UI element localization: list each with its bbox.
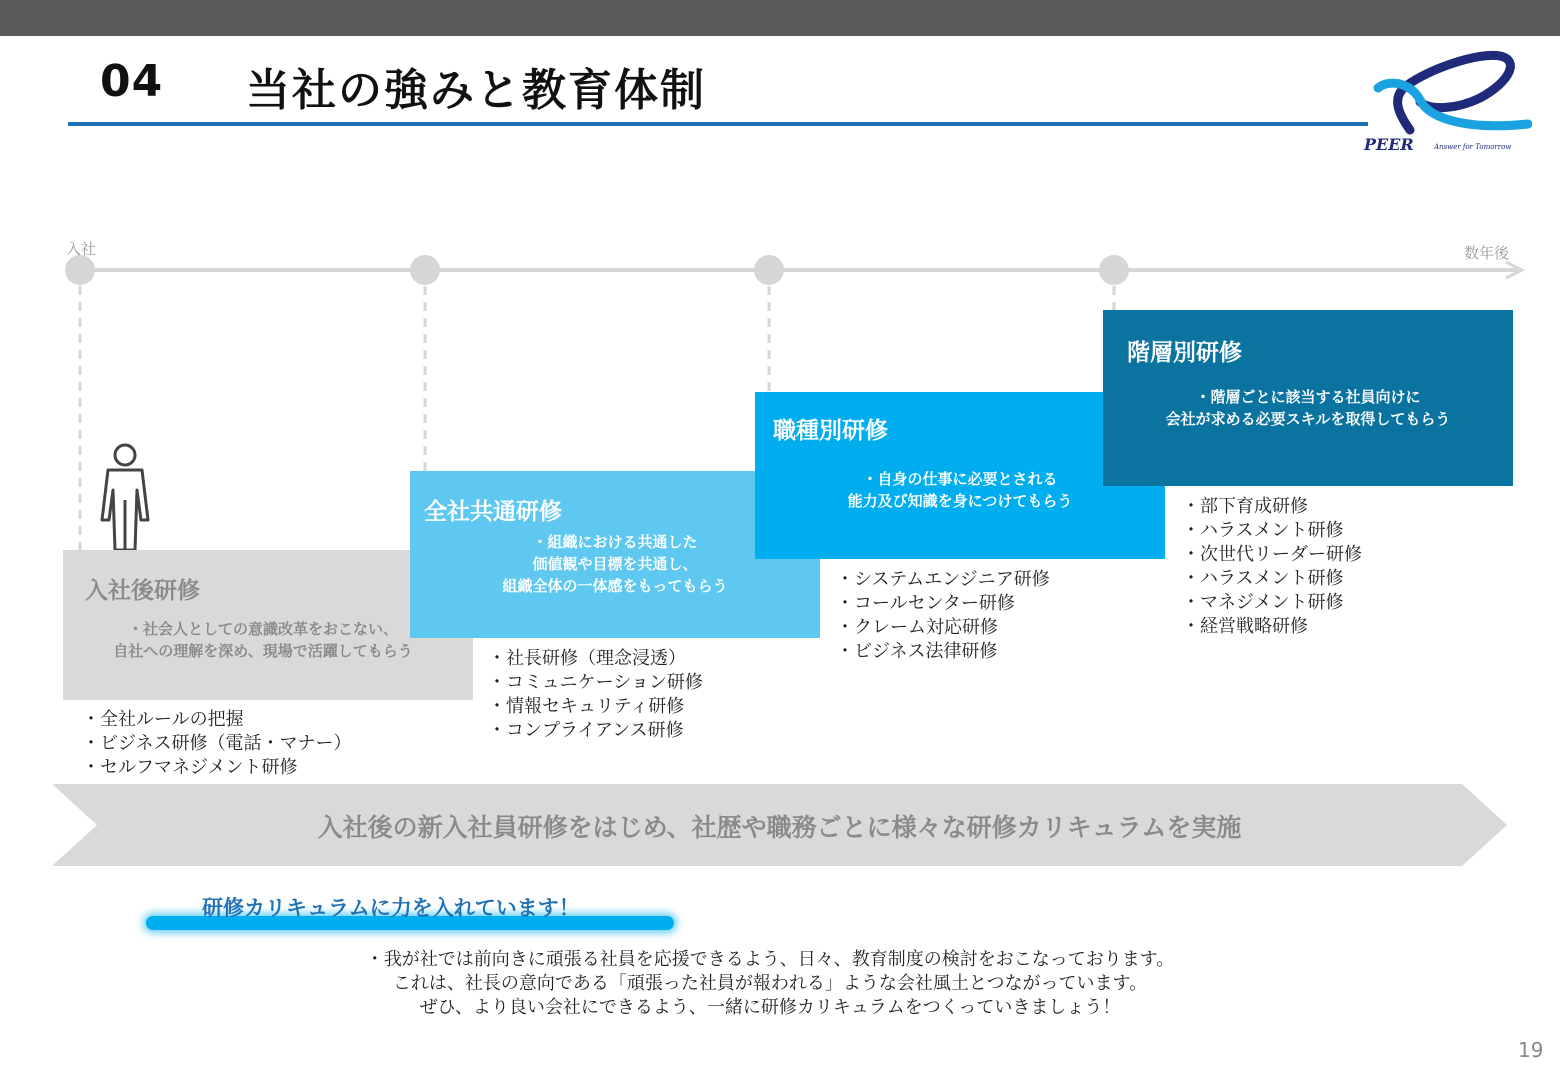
list-item: ・ハラスメント研修 — [1182, 520, 1344, 541]
logo-tagline: Answer for Tomorrow — [1434, 143, 1512, 151]
page-number: 19 — [1518, 1038, 1544, 1062]
list-item: ・コールセンター研修 — [836, 593, 1015, 614]
cta-heading: 研修カリキュラムに力を入れています！ — [202, 896, 580, 920]
stage-items-company-wide — [488, 647, 703, 743]
stage-title: 階層別研修 — [1127, 340, 1242, 366]
stage-title: 職種別研修 — [773, 418, 888, 444]
stage-title: 全社共通研修 — [424, 499, 562, 525]
list-item: ・ビジネス法律研修 — [836, 641, 998, 662]
stage-items-onboarding — [82, 708, 351, 780]
list-item: ・社長研修（理念浸透） — [488, 648, 686, 669]
stage-description: ・自身の仕事に必要とされる 能力及び知識を身につけてもらう — [847, 470, 1073, 510]
list-item: ・全社ルールの把握 — [82, 709, 244, 730]
list-item: ・経営戦略研修 — [1182, 616, 1308, 637]
timeline-node-1 — [65, 255, 95, 285]
stage-items-hierarchy — [1182, 495, 1362, 639]
stage-description: ・階層ごとに該当する社員向けに 会社が求める必要スキルを取得してもらう — [1165, 388, 1451, 428]
list-item: ・セルフマネジメント研修 — [82, 757, 298, 778]
list-item: ・コミュニケーション研修 — [488, 672, 703, 693]
list-item: ・ハラスメント研修 — [1182, 568, 1344, 589]
list-item: ・部下育成研修 — [1182, 496, 1308, 517]
list-item: ・システムエンジニア研修 — [836, 569, 1050, 590]
stage-title: 入社後研修 — [85, 578, 200, 604]
stage-description: ・組織における共通した 価値観や目標を共通し、 組織全体の一体感をもってもらう — [502, 533, 728, 595]
list-item: ・クレーム対応研修 — [836, 617, 998, 638]
message-line: これは、社長の意向である「頑張った社員が報われる」ような会社風土とつながっています。 — [392, 973, 1148, 994]
message-paragraph — [280, 948, 1260, 1020]
stage-box-hierarchy — [1103, 310, 1513, 486]
section-number: 04 — [100, 56, 164, 107]
timeline-node-4 — [1099, 255, 1129, 285]
person-icon — [102, 445, 148, 550]
message-line: ・我が社では前向きに頑張る社員を応援できるよう、日々、教育制度の検討をおこなっております。 — [365, 949, 1175, 970]
list-item: ・情報セキュリティ研修 — [488, 696, 685, 717]
timeline-node-2 — [410, 255, 440, 285]
list-item: ・次世代リーダー研修 — [1182, 544, 1362, 565]
stage-description: ・社会人としての意識改革をおこない、 自社への理解を深め、現場で活躍してもらう — [113, 620, 413, 660]
stage-items-job-type — [836, 568, 1050, 664]
timeline-start-label: 入社 — [66, 240, 97, 258]
summary-banner-text: 入社後の新入社員研修をはじめ、社歴や職務ごとに様々な研修カリキュラムを実施 — [317, 813, 1242, 842]
timeline-node-3 — [754, 255, 784, 285]
message-line: ぜひ、より良い会社にできるよう、一緒に研修カリキュラムをつくっていきましょう！ — [419, 997, 1121, 1018]
logo-brand-text: PEER — [1364, 135, 1414, 154]
list-item: ・コンプライアンス研修 — [488, 720, 684, 741]
list-item: ・マネジメント研修 — [1182, 592, 1344, 613]
timeline-end-label: 数年後 — [1464, 244, 1510, 262]
page-title: 当社の強みと教育体制 — [246, 65, 706, 116]
list-item: ・ビジネス研修（電話・マナー） — [82, 733, 352, 754]
